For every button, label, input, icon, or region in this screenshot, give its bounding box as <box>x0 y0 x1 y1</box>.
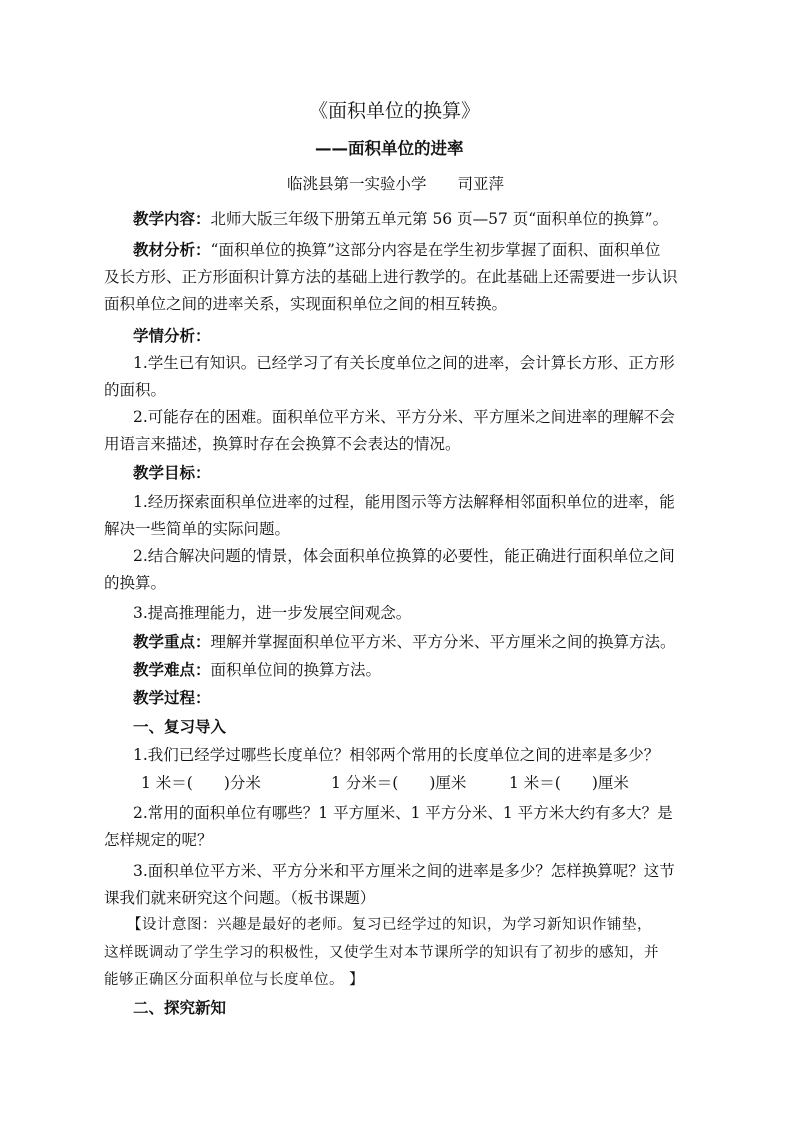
document-subtitle: ——面积单位的进率 <box>315 139 464 158</box>
goal-2-line-2: 的换算。 <box>104 574 167 592</box>
question-3-line-1: 3.面积单位平方米、平方分米和平方厘米之间的进率是多少？怎样换算呢？这节 <box>133 862 675 880</box>
fill-blank-2: 1 分米＝( )厘米 <box>331 774 467 792</box>
goals-heading: 教学目标： <box>133 464 211 482</box>
key-label: 教学重点： <box>133 633 211 651</box>
fill-blank-1: 1 米＝( )分米 <box>141 774 261 792</box>
design-note-line-1: 【设计意图：兴趣是最好的老师。复习已经学过的知识，为学习新知识作铺垫， <box>127 917 652 933</box>
document-title: 《面积单位的换算》 <box>309 100 481 122</box>
learner-heading: 学情分析： <box>133 327 211 345</box>
key-text: 理解并掌握面积单位平方米、平方分米、平方厘米之间的换算方法。 <box>210 633 676 651</box>
learner-p2-line-1: 2.可能存在的困难。面积单位平方米、平方分米、平方厘米之间进率的理解不会 <box>133 408 675 426</box>
author-line: 临洮县第一实验小学 司亚萍 <box>287 175 505 193</box>
goal-1-line-1: 1.经历探索面积单位进率的过程，能用图示等方法解释相邻面积单位的进率，能 <box>133 493 675 511</box>
learner-p2-line-2: 用语言来描述，换算时存在会换算不会表达的情况。 <box>104 435 461 453</box>
key-point <box>133 632 676 652</box>
question-2-line-1: 2.常用的面积单位有哪些？1 平方厘米、1 平方分米、1 平方米大约有多大？是 <box>133 804 673 822</box>
question-1: 1.我们已经学过哪些长度单位？相邻两个常用的长度单位之间的进率是多少？ <box>133 746 660 764</box>
difficulty-text: 面积单位间的换算方法。 <box>210 661 382 679</box>
analysis-text-1: “面积单位的换算”这部分内容是在学生初步掌握了面积、面积单位 <box>210 241 661 259</box>
process-heading: 教学过程： <box>133 689 211 707</box>
section-1-heading: 一、复习导入 <box>133 718 227 736</box>
design-note-line-2: 这样既调动了学生学习的积极性，又使学生对本节课所学的知识有了初步的感知，并 <box>104 945 659 961</box>
difficulty-label: 教学难点： <box>133 661 211 679</box>
learner-p1-line-1: 1.学生已有知识。已经学习了有关长度单位之间的进率，会计算长方形、正方形 <box>133 354 675 372</box>
content-label: 教学内容： <box>133 210 211 228</box>
question-2-line-2: 怎样规定的呢？ <box>104 831 213 849</box>
analysis-line-3: 面积单位之间的进率关系，实现面积单位之间的相互转换。 <box>104 295 508 313</box>
analysis-line-2: 及长方形、正方形面积计算方法的基础上进行教学的。在此基础上还需要进一步认识 <box>104 268 678 286</box>
goal-2-line-1: 2.结合解决问题的情景，体会面积单位换算的必要性，能正确进行面积单位之间 <box>133 547 675 565</box>
goal-3: 3.提高推理能力，进一步发展空间观念。 <box>133 604 412 622</box>
goal-1-line-2: 解决一些简单的实际问题。 <box>104 520 291 538</box>
learner-p1-line-2: 的面积。 <box>104 381 167 399</box>
analysis-label: 教材分析： <box>133 241 211 259</box>
fill-blank-3: 1 米＝( )厘米 <box>509 774 629 792</box>
section-2-heading: 二、探究新知 <box>133 999 227 1017</box>
content-text: 北师大版三年级下册第五单元第 56 页—57 页“面积单位的换算”。 <box>210 210 669 228</box>
difficulty-point <box>133 660 381 680</box>
analysis-line-1 <box>133 240 660 260</box>
question-3-line-2: 课我们就来研究这个问题。（板书课题） <box>104 889 376 907</box>
design-note-line-3: 能够正确区分面积单位与长度单位。 】 <box>104 972 365 988</box>
content-paragraph <box>133 209 668 229</box>
